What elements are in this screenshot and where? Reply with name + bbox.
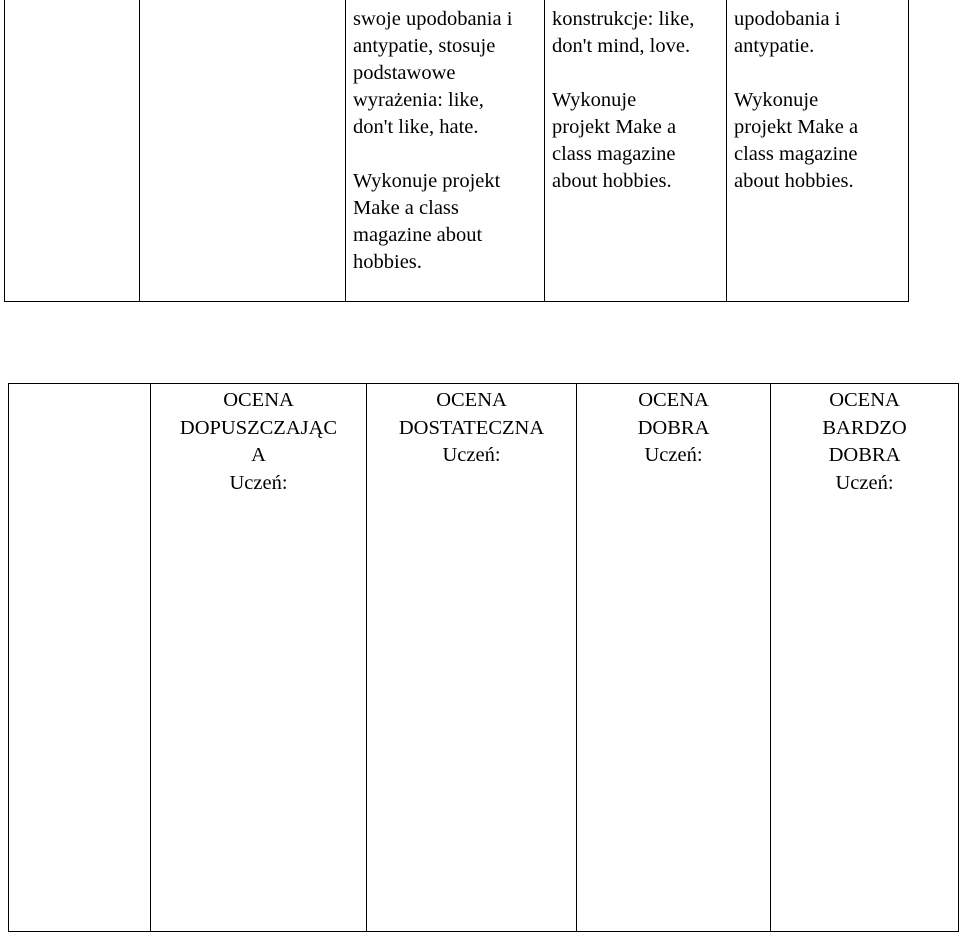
criteria-text: swoje upodobania i antypatie, stosuje podstawowe wyrażenia: like, don't like, hate.: [353, 8, 513, 138]
project-text: Wykonuje projekt Make a class magazine about hobbies.: [734, 89, 859, 192]
criteria-table-continuation: [4, 0, 909, 302]
criteria-cell-grade-4: [545, 0, 727, 302]
grade-column-dopuszczajaca: [151, 384, 367, 932]
column-header: OCENA DOSTATECZNA Uczeń:: [398, 389, 545, 466]
grade-column-dobra: [577, 384, 771, 932]
grade-column-bardzo-dobra: [771, 384, 959, 932]
column-header: OCENA DOPUSZCZAJĄC A Uczeń:: [179, 389, 338, 494]
column-header: OCENA BARDZO DOBRA Uczeń:: [822, 389, 907, 494]
empty-cell-1: [5, 0, 140, 302]
empty-cell-2: [140, 0, 346, 302]
empty-cell: [9, 384, 151, 932]
table-row: [9, 384, 959, 932]
criteria-text: konstrukcje: like, don't mind, love.: [552, 8, 695, 57]
criteria-cell-grade-5: [727, 0, 909, 302]
grade-column-dostateczna: [367, 384, 577, 932]
criteria-text: upodobania i antypatie.: [734, 8, 841, 57]
column-header: OCENA DOBRA Uczeń:: [637, 389, 710, 466]
table-row: [5, 0, 909, 302]
project-text: Wykonuje projekt Make a class magazine about hobbies.: [353, 170, 501, 273]
criteria-cell-grade-3: [346, 0, 545, 302]
project-text: Wykonuje projekt Make a class magazine about hobbies.: [552, 89, 677, 192]
grades-table: [8, 383, 959, 932]
